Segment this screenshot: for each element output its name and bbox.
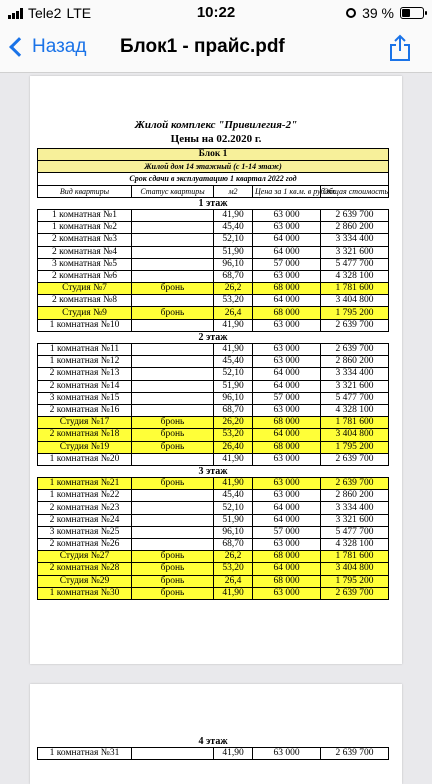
status-cell <box>132 295 214 307</box>
table-row <box>38 441 389 453</box>
apartment-type-cell: 2 комнатная №3 <box>38 234 132 246</box>
table-row <box>38 453 389 465</box>
area-cell: 26,2 <box>214 551 253 563</box>
price-per-m2-cell: 63 000 <box>253 539 321 551</box>
table-row <box>38 490 389 502</box>
apartment-type-cell: 2 комнатная №4 <box>38 246 132 258</box>
table-header-row <box>38 185 389 197</box>
apartment-type-cell: 2 комнатная №26 <box>38 539 132 551</box>
status-cell: бронь <box>132 563 214 575</box>
doc-heading: Жилой комплекс "Привилегия-2" <box>134 119 298 131</box>
status-cell <box>132 222 214 234</box>
price-per-m2-cell: 57 000 <box>253 258 321 270</box>
table-row <box>38 514 389 526</box>
table-row <box>38 429 389 441</box>
floor-row <box>38 331 389 343</box>
floor-label: 2 этаж <box>198 331 228 343</box>
total-price-cell: 3 334 400 <box>321 234 389 246</box>
price-per-m2-cell: 64 000 <box>253 368 321 380</box>
area-cell: 41,90 <box>214 453 253 465</box>
price-per-m2-cell: 63 000 <box>253 344 321 356</box>
table-row <box>38 587 389 599</box>
table-row <box>38 404 389 416</box>
table-row <box>38 234 389 246</box>
total-price-cell: 5 477 700 <box>321 258 389 270</box>
area-cell: 51,90 <box>214 246 253 258</box>
status-cell <box>132 234 214 246</box>
total-price-cell: 3 404 800 <box>321 429 389 441</box>
status-cell: бронь <box>132 283 214 295</box>
apartment-type-cell: 1 комнатная №10 <box>38 319 132 331</box>
status-cell <box>132 258 214 270</box>
status-cell <box>132 502 214 514</box>
area-cell: 96,10 <box>214 526 253 538</box>
status-cell <box>132 356 214 368</box>
area-cell: 26,4 <box>214 307 253 319</box>
total-price-cell: 1 795 200 <box>321 441 389 453</box>
status-cell <box>132 539 214 551</box>
area-cell: 45,40 <box>214 222 253 234</box>
total-price-cell: 2 639 700 <box>321 319 389 331</box>
total-price-cell: 1 781 600 <box>321 283 389 295</box>
back-button[interactable] <box>8 36 86 58</box>
status-cell: бронь <box>132 478 214 490</box>
price-per-m2-cell: 64 000 <box>253 514 321 526</box>
apartment-type-cell: 1 комнатная №2 <box>38 222 132 234</box>
total-price-cell: 2 639 700 <box>321 587 389 599</box>
total-price-cell: 1 781 600 <box>321 551 389 563</box>
area-cell: 26,40 <box>214 441 253 453</box>
header-cell: Статус квартиры <box>132 185 214 197</box>
apartment-type-cell: 1 комнатная №30 <box>38 587 132 599</box>
price-per-m2-cell: 63 000 <box>253 319 321 331</box>
pdf-page-2 <box>30 684 402 784</box>
price-table-page2 <box>37 736 389 760</box>
status-cell <box>132 526 214 538</box>
status-cell: бронь <box>132 441 214 453</box>
block-title: Блок 1 <box>38 149 389 161</box>
apartment-type-cell: 1 комнатная №31 <box>38 748 132 760</box>
table-row <box>38 551 389 563</box>
status-cell <box>132 453 214 465</box>
total-price-cell: 3 334 400 <box>321 502 389 514</box>
status-cell <box>132 380 214 392</box>
apartment-type-cell: 1 комнатная №20 <box>38 453 132 465</box>
area-cell: 68,70 <box>214 270 253 282</box>
table-row <box>38 283 389 295</box>
apartment-type-cell: Студия №9 <box>38 307 132 319</box>
area-cell: 26,2 <box>214 283 253 295</box>
total-price-cell: 4 328 100 <box>321 270 389 282</box>
header-cell: Общая стоимость <box>321 185 389 197</box>
area-cell: 41,90 <box>214 209 253 221</box>
apartment-type-cell: Студия №7 <box>38 283 132 295</box>
price-per-m2-cell: 68 000 <box>253 283 321 295</box>
table-row <box>38 575 389 587</box>
total-price-cell: 2 639 700 <box>321 748 389 760</box>
status-cell <box>132 490 214 502</box>
area-cell: 68,70 <box>214 539 253 551</box>
area-cell: 52,10 <box>214 234 253 246</box>
floor-label: 1 этаж <box>198 197 228 209</box>
table-row <box>38 748 389 760</box>
floor-row <box>38 736 389 748</box>
price-per-m2-cell: 63 000 <box>253 490 321 502</box>
total-price-cell: 3 321 600 <box>321 514 389 526</box>
price-per-m2-cell: 63 000 <box>253 356 321 368</box>
total-price-cell: 5 477 700 <box>321 526 389 538</box>
price-per-m2-cell: 64 000 <box>253 380 321 392</box>
table-row <box>38 526 389 538</box>
building-info: Жилой дом 14 этажный (с 1-14 этаж) <box>38 161 389 173</box>
total-price-cell: 4 328 100 <box>321 404 389 416</box>
apartment-type-cell: Студия №19 <box>38 441 132 453</box>
price-per-m2-cell: 63 000 <box>253 404 321 416</box>
area-cell: 26,4 <box>214 575 253 587</box>
table-row <box>38 368 389 380</box>
status-cell: бронь <box>132 307 214 319</box>
status-cell: бронь <box>132 551 214 563</box>
deadline-info: Срок сдачи в эксплуатацию 1 квартал 2022 год <box>38 173 389 185</box>
status-cell <box>132 748 214 760</box>
area-cell: 53,20 <box>214 295 253 307</box>
total-price-cell: 5 477 700 <box>321 392 389 404</box>
apartment-type-cell: 2 комнатная №8 <box>38 295 132 307</box>
status-bar <box>0 0 432 26</box>
area-cell: 52,10 <box>214 502 253 514</box>
table-row <box>38 222 389 234</box>
total-price-cell: 3 404 800 <box>321 295 389 307</box>
area-cell: 51,90 <box>214 514 253 526</box>
apartment-type-cell: 2 комнатная №24 <box>38 514 132 526</box>
price-per-m2-cell: 68 000 <box>253 551 321 563</box>
header-cell: Цена за 1 кв.м. в рублях <box>253 185 321 197</box>
battery-icon <box>400 7 424 19</box>
apartment-type-cell: Студия №29 <box>38 575 132 587</box>
area-cell: 45,40 <box>214 490 253 502</box>
apartment-type-cell: Студия №17 <box>38 417 132 429</box>
table-row <box>38 417 389 429</box>
apartment-type-cell: 1 комнатная №11 <box>38 344 132 356</box>
area-cell: 26,20 <box>214 417 253 429</box>
table-row <box>38 258 389 270</box>
floor-label: 4 этаж <box>198 736 228 748</box>
apartment-type-cell: 1 комнатная №12 <box>38 356 132 368</box>
total-price-cell: 2 860 200 <box>321 490 389 502</box>
table-row <box>38 392 389 404</box>
apartment-type-cell: 1 комнатная №22 <box>38 490 132 502</box>
price-per-m2-cell: 64 000 <box>253 246 321 258</box>
price-per-m2-cell: 63 000 <box>253 587 321 599</box>
area-cell: 68,70 <box>214 404 253 416</box>
table-row <box>38 209 389 221</box>
doc-price-date: Цены на 02.2020 г. <box>170 133 262 145</box>
price-per-m2-cell: 64 000 <box>253 295 321 307</box>
price-per-m2-cell: 64 000 <box>253 429 321 441</box>
table-row <box>38 270 389 282</box>
price-table <box>37 148 389 600</box>
total-price-cell: 2 639 700 <box>321 478 389 490</box>
apartment-type-cell: 2 комнатная №16 <box>38 404 132 416</box>
total-price-cell: 3 334 400 <box>321 368 389 380</box>
apartment-type-cell: 3 комнатная №25 <box>38 526 132 538</box>
price-per-m2-cell: 68 000 <box>253 441 321 453</box>
status-cell <box>132 344 214 356</box>
table-row <box>38 344 389 356</box>
table-row <box>38 539 389 551</box>
price-per-m2-cell: 63 000 <box>253 222 321 234</box>
apartment-type-cell: 2 комнатная №23 <box>38 502 132 514</box>
battery-percent: 39 % <box>362 5 394 21</box>
status-cell: бронь <box>132 417 214 429</box>
area-cell: 51,90 <box>214 380 253 392</box>
status-time: 10:22 <box>196 4 236 21</box>
area-cell: 53,20 <box>214 429 253 441</box>
total-price-cell: 2 860 200 <box>321 222 389 234</box>
apartment-type-cell: 2 комнатная №6 <box>38 270 132 282</box>
total-price-cell: 3 321 600 <box>321 246 389 258</box>
network-type: LTE <box>66 5 92 21</box>
table-row <box>38 563 389 575</box>
status-cell <box>132 368 214 380</box>
table-row <box>38 356 389 368</box>
area-cell: 45,40 <box>214 356 253 368</box>
area-cell: 41,90 <box>214 748 253 760</box>
apartment-type-cell: 1 комнатная №21 <box>38 478 132 490</box>
status-cell <box>132 514 214 526</box>
total-price-cell: 1 795 200 <box>321 307 389 319</box>
status-cell <box>132 270 214 282</box>
total-price-cell: 2 639 700 <box>321 453 389 465</box>
status-cell: бронь <box>132 575 214 587</box>
price-per-m2-cell: 63 000 <box>253 453 321 465</box>
document-title: Блок1 - прайс.pdf <box>120 36 285 57</box>
status-cell <box>132 319 214 331</box>
apartment-type-cell: 2 комнатная №18 <box>38 429 132 441</box>
apartment-type-cell: 2 комнатная №28 <box>38 563 132 575</box>
status-cell <box>132 209 214 221</box>
total-price-cell: 4 328 100 <box>321 539 389 551</box>
area-cell: 52,10 <box>214 368 253 380</box>
share-icon[interactable] <box>388 34 412 62</box>
apartment-type-cell: 2 комнатная №13 <box>38 368 132 380</box>
apartment-type-cell: 2 комнатная №14 <box>38 380 132 392</box>
status-cell <box>132 392 214 404</box>
apartment-type-cell: 3 комнатная №15 <box>38 392 132 404</box>
table-row <box>38 380 389 392</box>
table-row <box>38 478 389 490</box>
area-cell: 41,90 <box>214 344 253 356</box>
floor-row <box>38 465 389 477</box>
total-price-cell: 3 404 800 <box>321 563 389 575</box>
alarm-icon <box>346 8 356 18</box>
status-cell: бронь <box>132 429 214 441</box>
status-right <box>346 5 424 21</box>
price-per-m2-cell: 68 000 <box>253 575 321 587</box>
apartment-type-cell: 3 комнатная №5 <box>38 258 132 270</box>
total-price-cell: 1 795 200 <box>321 575 389 587</box>
status-cell <box>132 246 214 258</box>
price-per-m2-cell: 68 000 <box>253 307 321 319</box>
pdf-page-1 <box>30 76 402 664</box>
area-cell: 96,10 <box>214 258 253 270</box>
status-cell <box>132 404 214 416</box>
header-cell: Вид квартиры <box>38 185 132 197</box>
price-per-m2-cell: 57 000 <box>253 526 321 538</box>
price-per-m2-cell: 63 000 <box>253 270 321 282</box>
carrier-name: Tele2 <box>28 5 62 21</box>
table-row <box>38 502 389 514</box>
price-per-m2-cell: 68 000 <box>253 417 321 429</box>
floor-row <box>38 197 389 209</box>
apartment-type-cell: Студия №27 <box>38 551 132 563</box>
price-per-m2-cell: 64 000 <box>253 234 321 246</box>
table-row <box>38 307 389 319</box>
back-button-label: Назад <box>32 36 87 57</box>
total-price-cell: 1 781 600 <box>321 417 389 429</box>
price-per-m2-cell: 64 000 <box>253 502 321 514</box>
navigation-bar <box>0 26 432 73</box>
table-row <box>38 295 389 307</box>
chevron-left-icon <box>9 37 29 57</box>
floor-label: 3 этаж <box>198 465 228 477</box>
area-cell: 96,10 <box>214 392 253 404</box>
price-per-m2-cell: 63 000 <box>253 748 321 760</box>
table-row <box>38 246 389 258</box>
total-price-cell: 2 860 200 <box>321 356 389 368</box>
price-per-m2-cell: 57 000 <box>253 392 321 404</box>
header-cell: м2 <box>214 185 253 197</box>
area-cell: 53,20 <box>214 563 253 575</box>
price-per-m2-cell: 64 000 <box>253 563 321 575</box>
status-cell: бронь <box>132 587 214 599</box>
total-price-cell: 3 321 600 <box>321 380 389 392</box>
apartment-type-cell: 1 комнатная №1 <box>38 209 132 221</box>
table-row <box>38 319 389 331</box>
price-per-m2-cell: 63 000 <box>253 478 321 490</box>
area-cell: 41,90 <box>214 478 253 490</box>
total-price-cell: 2 639 700 <box>321 209 389 221</box>
price-per-m2-cell: 63 000 <box>253 209 321 221</box>
area-cell: 41,90 <box>214 319 253 331</box>
area-cell: 41,90 <box>214 587 253 599</box>
total-price-cell: 2 639 700 <box>321 344 389 356</box>
